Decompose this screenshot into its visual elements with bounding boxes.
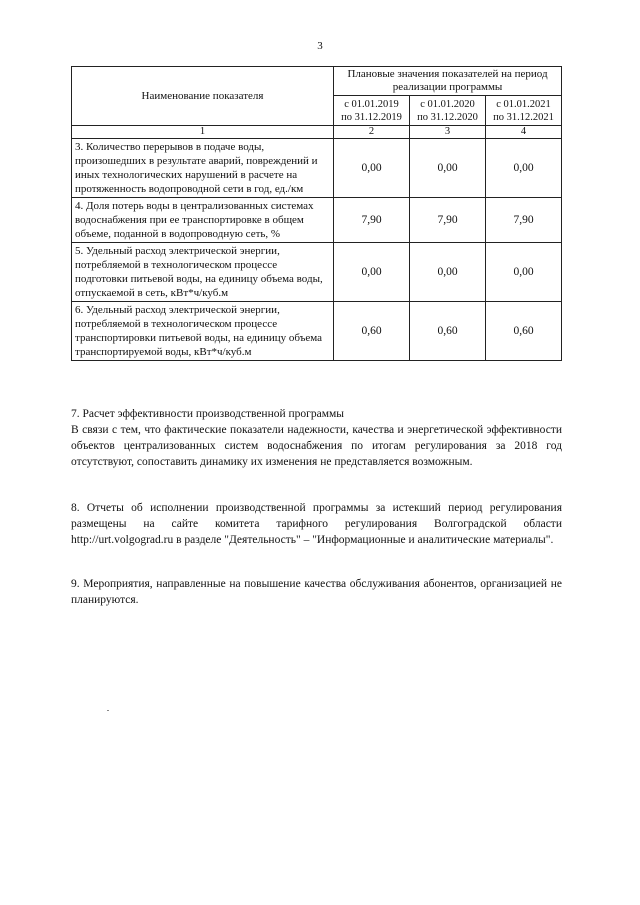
indicator-name: 3. Количество перерывов в подаче воды, произошедших в результате аварий, повреждений и иных технологических нарушений в расчете на протяженность водопроводной сети в год, ед./км bbox=[72, 139, 334, 198]
indicator-value: 0,00 bbox=[334, 243, 410, 302]
section-9 bbox=[71, 576, 562, 608]
indicator-name: 6. Удельный расход электрической энергии, потребляемой в технологическом процессе транспортировки питьевой воды, на единицу объема транспортируемой воды, кВт*ч/куб.м bbox=[72, 302, 334, 361]
period-to: по 31.12.2019 bbox=[341, 111, 402, 123]
header-period bbox=[334, 96, 410, 126]
indicator-value: 0,00 bbox=[486, 139, 562, 198]
indicator-value: 7,90 bbox=[410, 198, 486, 243]
column-number: 2 bbox=[334, 126, 410, 139]
column-number: 1 bbox=[72, 126, 334, 139]
indicator-value: 0,60 bbox=[486, 302, 562, 361]
column-number: 4 bbox=[486, 126, 562, 139]
section-9-text: 9. Мероприятия, направленные на повышение качества обслуживания абонентов, организацией не планируются. bbox=[71, 578, 562, 606]
scan-speck bbox=[107, 710, 109, 711]
indicator-value: 7,90 bbox=[334, 198, 410, 243]
indicator-value: 0,00 bbox=[334, 139, 410, 198]
table-header-row bbox=[72, 67, 562, 96]
indicator-name: 5. Удельный расход электрической энергии, потребляемой в технологическом процессе подготовки питьевой воды, на единицу объема воды, отпускаемой в сеть, кВт*ч/куб.м bbox=[72, 243, 334, 302]
section-7-text: В связи с тем, что фактические показатели надежности, качества и энергетической эффективности объектов централизованных систем водоснабжения по итогам регулирования за 2018 год отсутствуют, сопоставить динамику их изменения не представляется возможным. bbox=[71, 424, 562, 468]
indicator-value: 0,60 bbox=[334, 302, 410, 361]
page-number: 3 bbox=[317, 40, 323, 52]
section-8-text: 8. Отчеты об исполнении производственной программы за истекший период регулирования размещены на сайте комитета тарифного регулирования Волгоградской области http://urt.volgograd.ru в разделе "Деятельность" – "Информационные и аналитические материалы". bbox=[71, 502, 562, 546]
header-indicator-name: Наименование показателя bbox=[72, 67, 334, 126]
period-from: с 01.01.2020 bbox=[420, 98, 475, 110]
table-row bbox=[72, 139, 562, 198]
column-number-row bbox=[72, 126, 562, 139]
indicator-name: 4. Доля потерь воды в централизованных системах водоснабжения при ее транспортировке в общем объеме, поданной в водопроводную сеть, % bbox=[72, 198, 334, 243]
indicator-value: 0,00 bbox=[410, 139, 486, 198]
indicator-value: 0,00 bbox=[486, 243, 562, 302]
table-row bbox=[72, 243, 562, 302]
section-7 bbox=[71, 406, 562, 470]
period-from: с 01.01.2021 bbox=[496, 98, 551, 110]
section-7-heading: 7. Расчет эффективности производственной программы bbox=[71, 408, 345, 420]
indicator-value: 7,90 bbox=[486, 198, 562, 243]
period-to: по 31.12.2020 bbox=[417, 111, 478, 123]
indicator-value: 0,60 bbox=[410, 302, 486, 361]
header-plan-values: Плановые значения показателей на период реализации программы bbox=[334, 67, 562, 96]
header-period bbox=[410, 96, 486, 126]
period-from: с 01.01.2019 bbox=[344, 98, 399, 110]
indicator-value: 0,00 bbox=[410, 243, 486, 302]
column-number: 3 bbox=[410, 126, 486, 139]
table-row bbox=[72, 198, 562, 243]
indicators-table bbox=[71, 66, 562, 361]
header-period bbox=[486, 96, 562, 126]
section-8 bbox=[71, 500, 562, 548]
table-row bbox=[72, 302, 562, 361]
period-to: по 31.12.2021 bbox=[493, 111, 554, 123]
